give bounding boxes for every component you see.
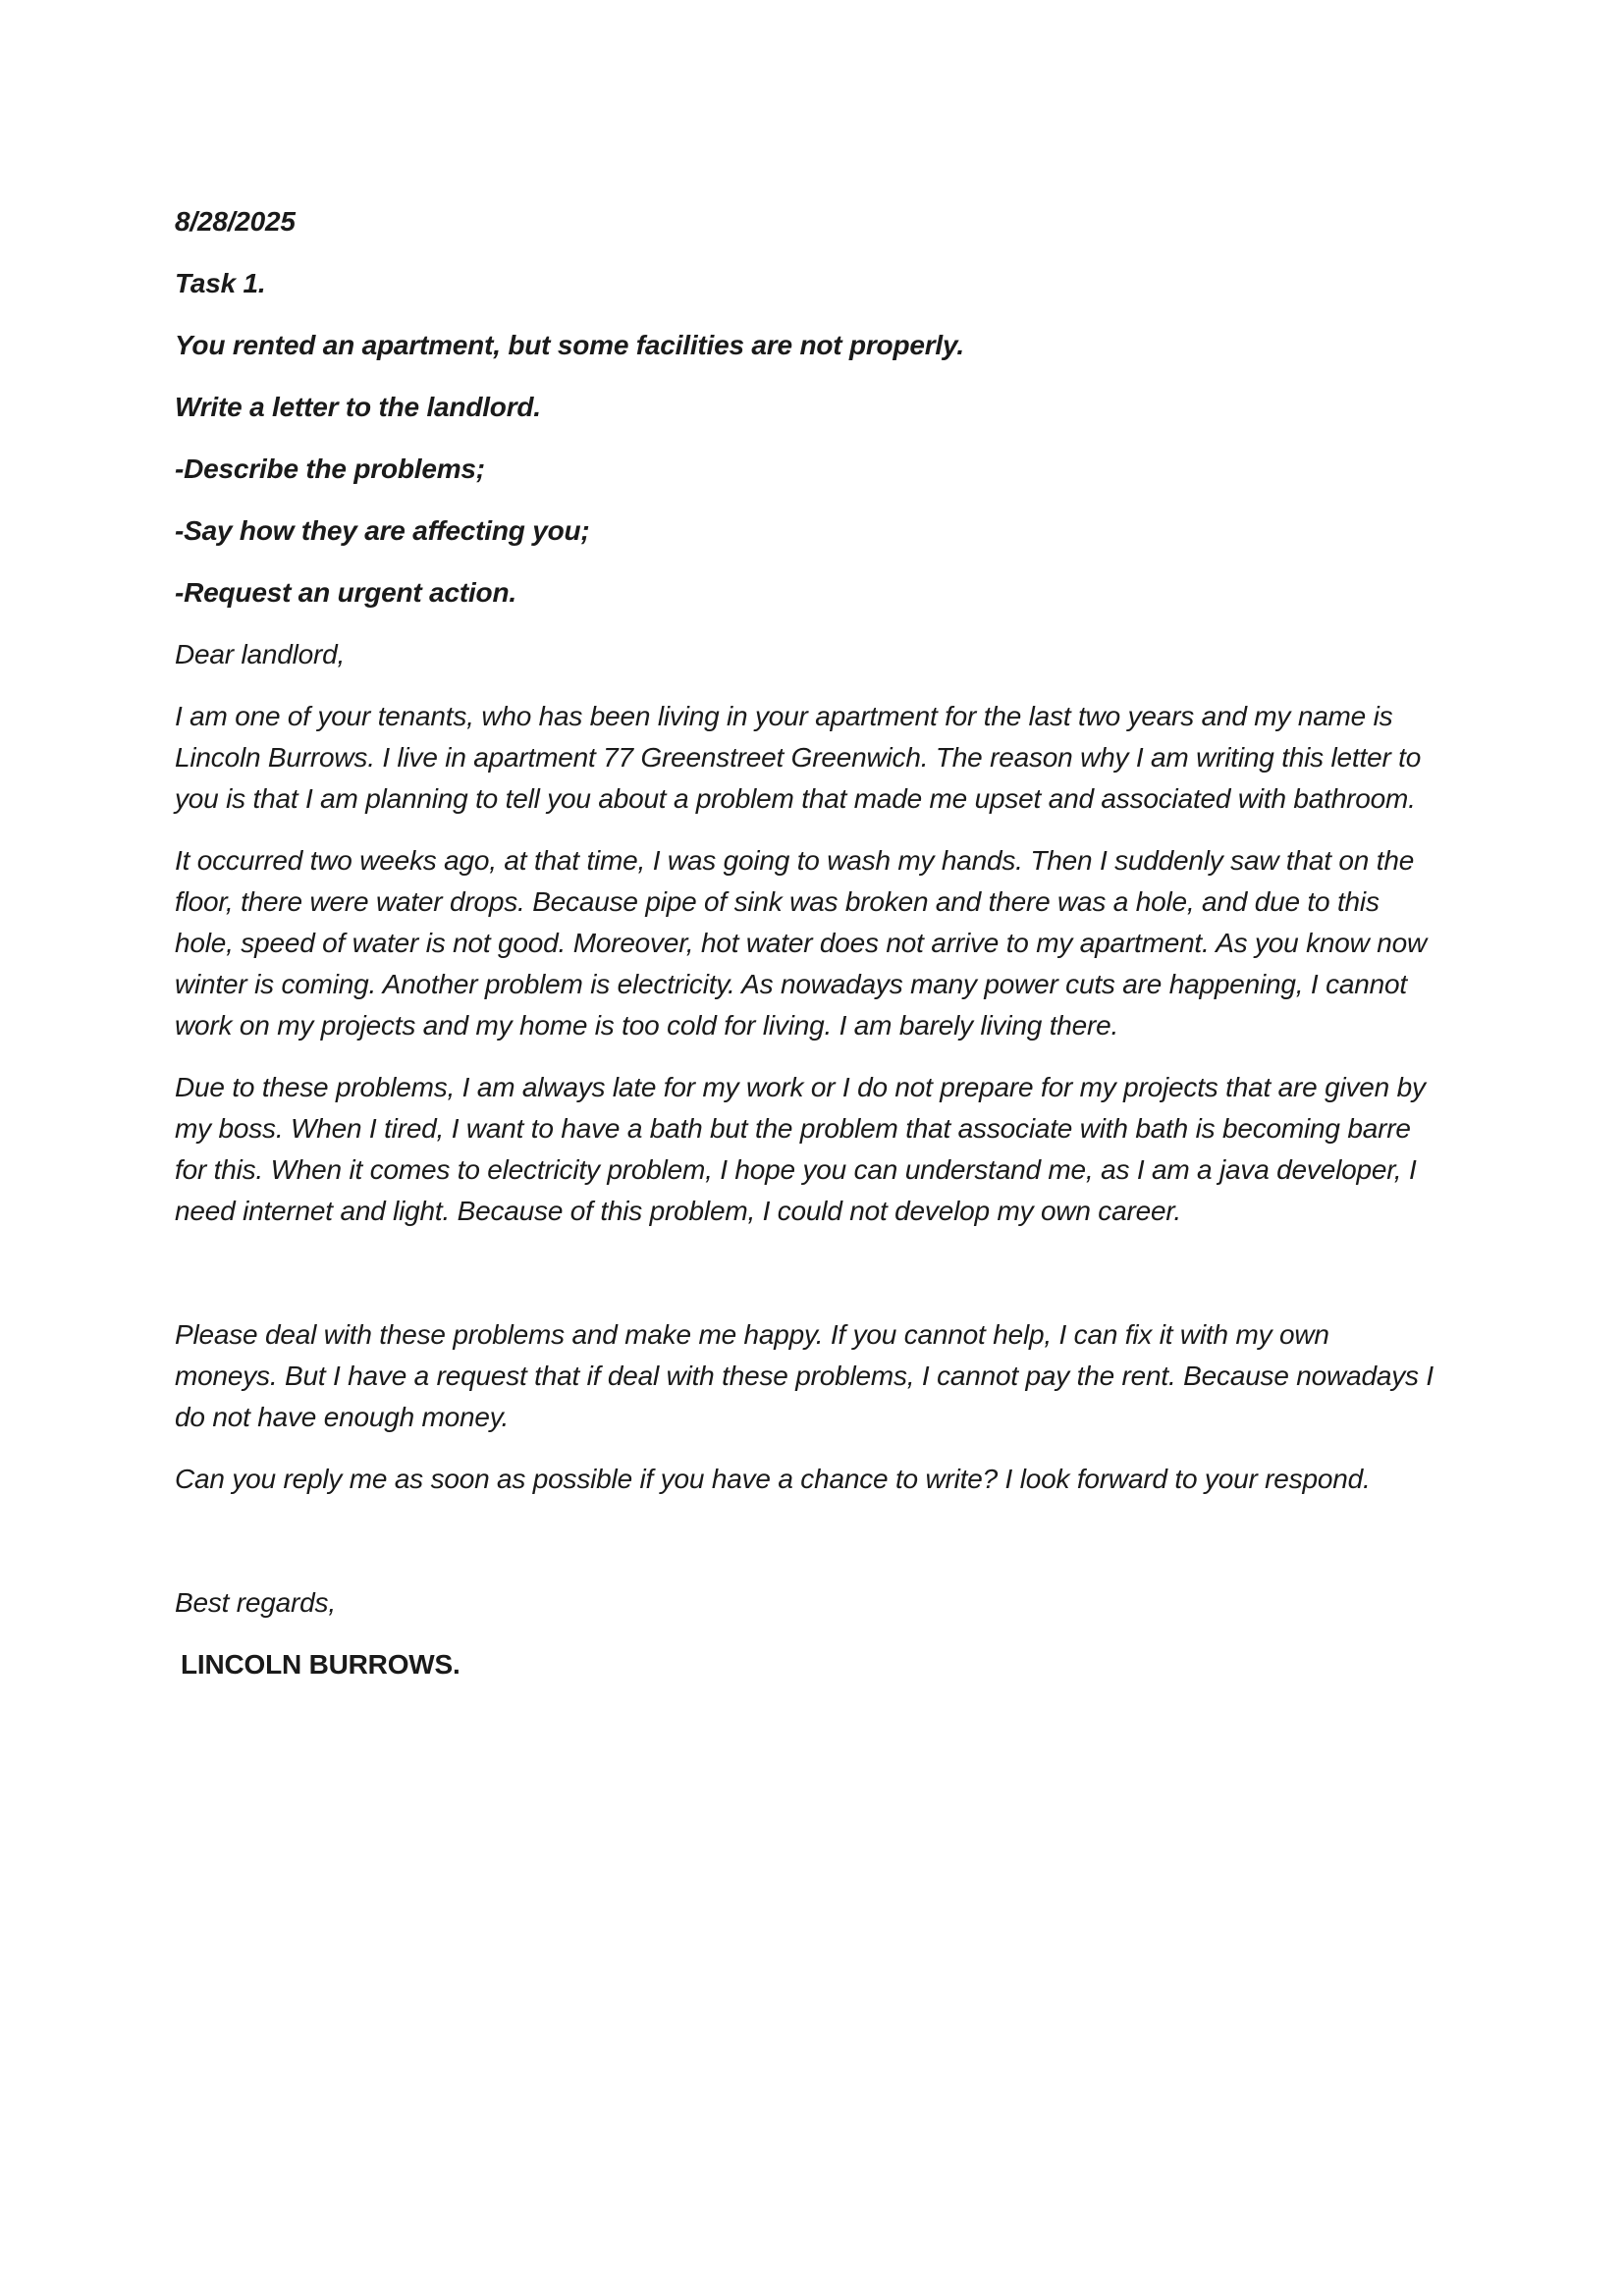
blank-line	[175, 1521, 1437, 1562]
salutation: Dear landlord,	[175, 639, 346, 669]
blank-line	[175, 1253, 1437, 1294]
task-bullet-1: -Describe the problems;	[175, 454, 485, 484]
signature-name: LINCOLN BURROWS.	[181, 1649, 460, 1680]
closing: Best regards,	[175, 1587, 336, 1618]
letter-paragraph-3: Due to these problems, I am always late for my work or I do not prepare for my projects that are given by my boss. When I tired, I want to have a bath but the problem that associate with bath is becoming barre for this. When it comes to electricity problem, I hope you can understand me, as I am a java developer, I need internet and light. Because of this problem, I could not develop my own career.	[175, 1072, 1426, 1226]
letter-paragraph-5: Can you reply me as soon as possible if you have a chance to write? I look forward to your respond.	[175, 1464, 1371, 1494]
task-prompt-line-1: You rented an apartment, but some facilities are not properly.	[175, 330, 964, 360]
task-title: Task 1.	[175, 268, 266, 298]
task-prompt-line-2: Write a letter to the landlord.	[175, 392, 541, 422]
task-bullet-3: -Request an urgent action.	[175, 577, 516, 608]
letter-paragraph-4: Please deal with these problems and make me happy. If you cannot help, I can fix it with my own moneys. But I have a request that if deal with these problems, I cannot pay the rent. Because nowadays I do not have enough money.	[175, 1319, 1434, 1432]
task-bullet-2: -Say how they are affecting you;	[175, 515, 590, 546]
letter-paragraph-1: I am one of your tenants, who has been living in your apartment for the last two years and my name is Lincoln Burrows. I live in apartment 77 Greenstreet Greenwich. The reason why I am writing this letter to you is that I am planning to tell you about a problem that made me upset and associated with bathroom.	[175, 701, 1422, 814]
letter-paragraph-2: It occurred two weeks ago, at that time, I was going to wash my hands. Then I suddenly saw that on the floor, there were water drops. Because pipe of sink was broken and there was a hole, and due to this hole, speed of water is not good. Moreover, hot water does not arrive to my apartment. As you know now winter is coming. Another problem is electricity. As nowadays many power cuts are happening, I cannot work on my projects and my home is too cold for living. I am barely living there.	[175, 845, 1428, 1041]
letter-date: 8/28/2025	[175, 206, 296, 237]
